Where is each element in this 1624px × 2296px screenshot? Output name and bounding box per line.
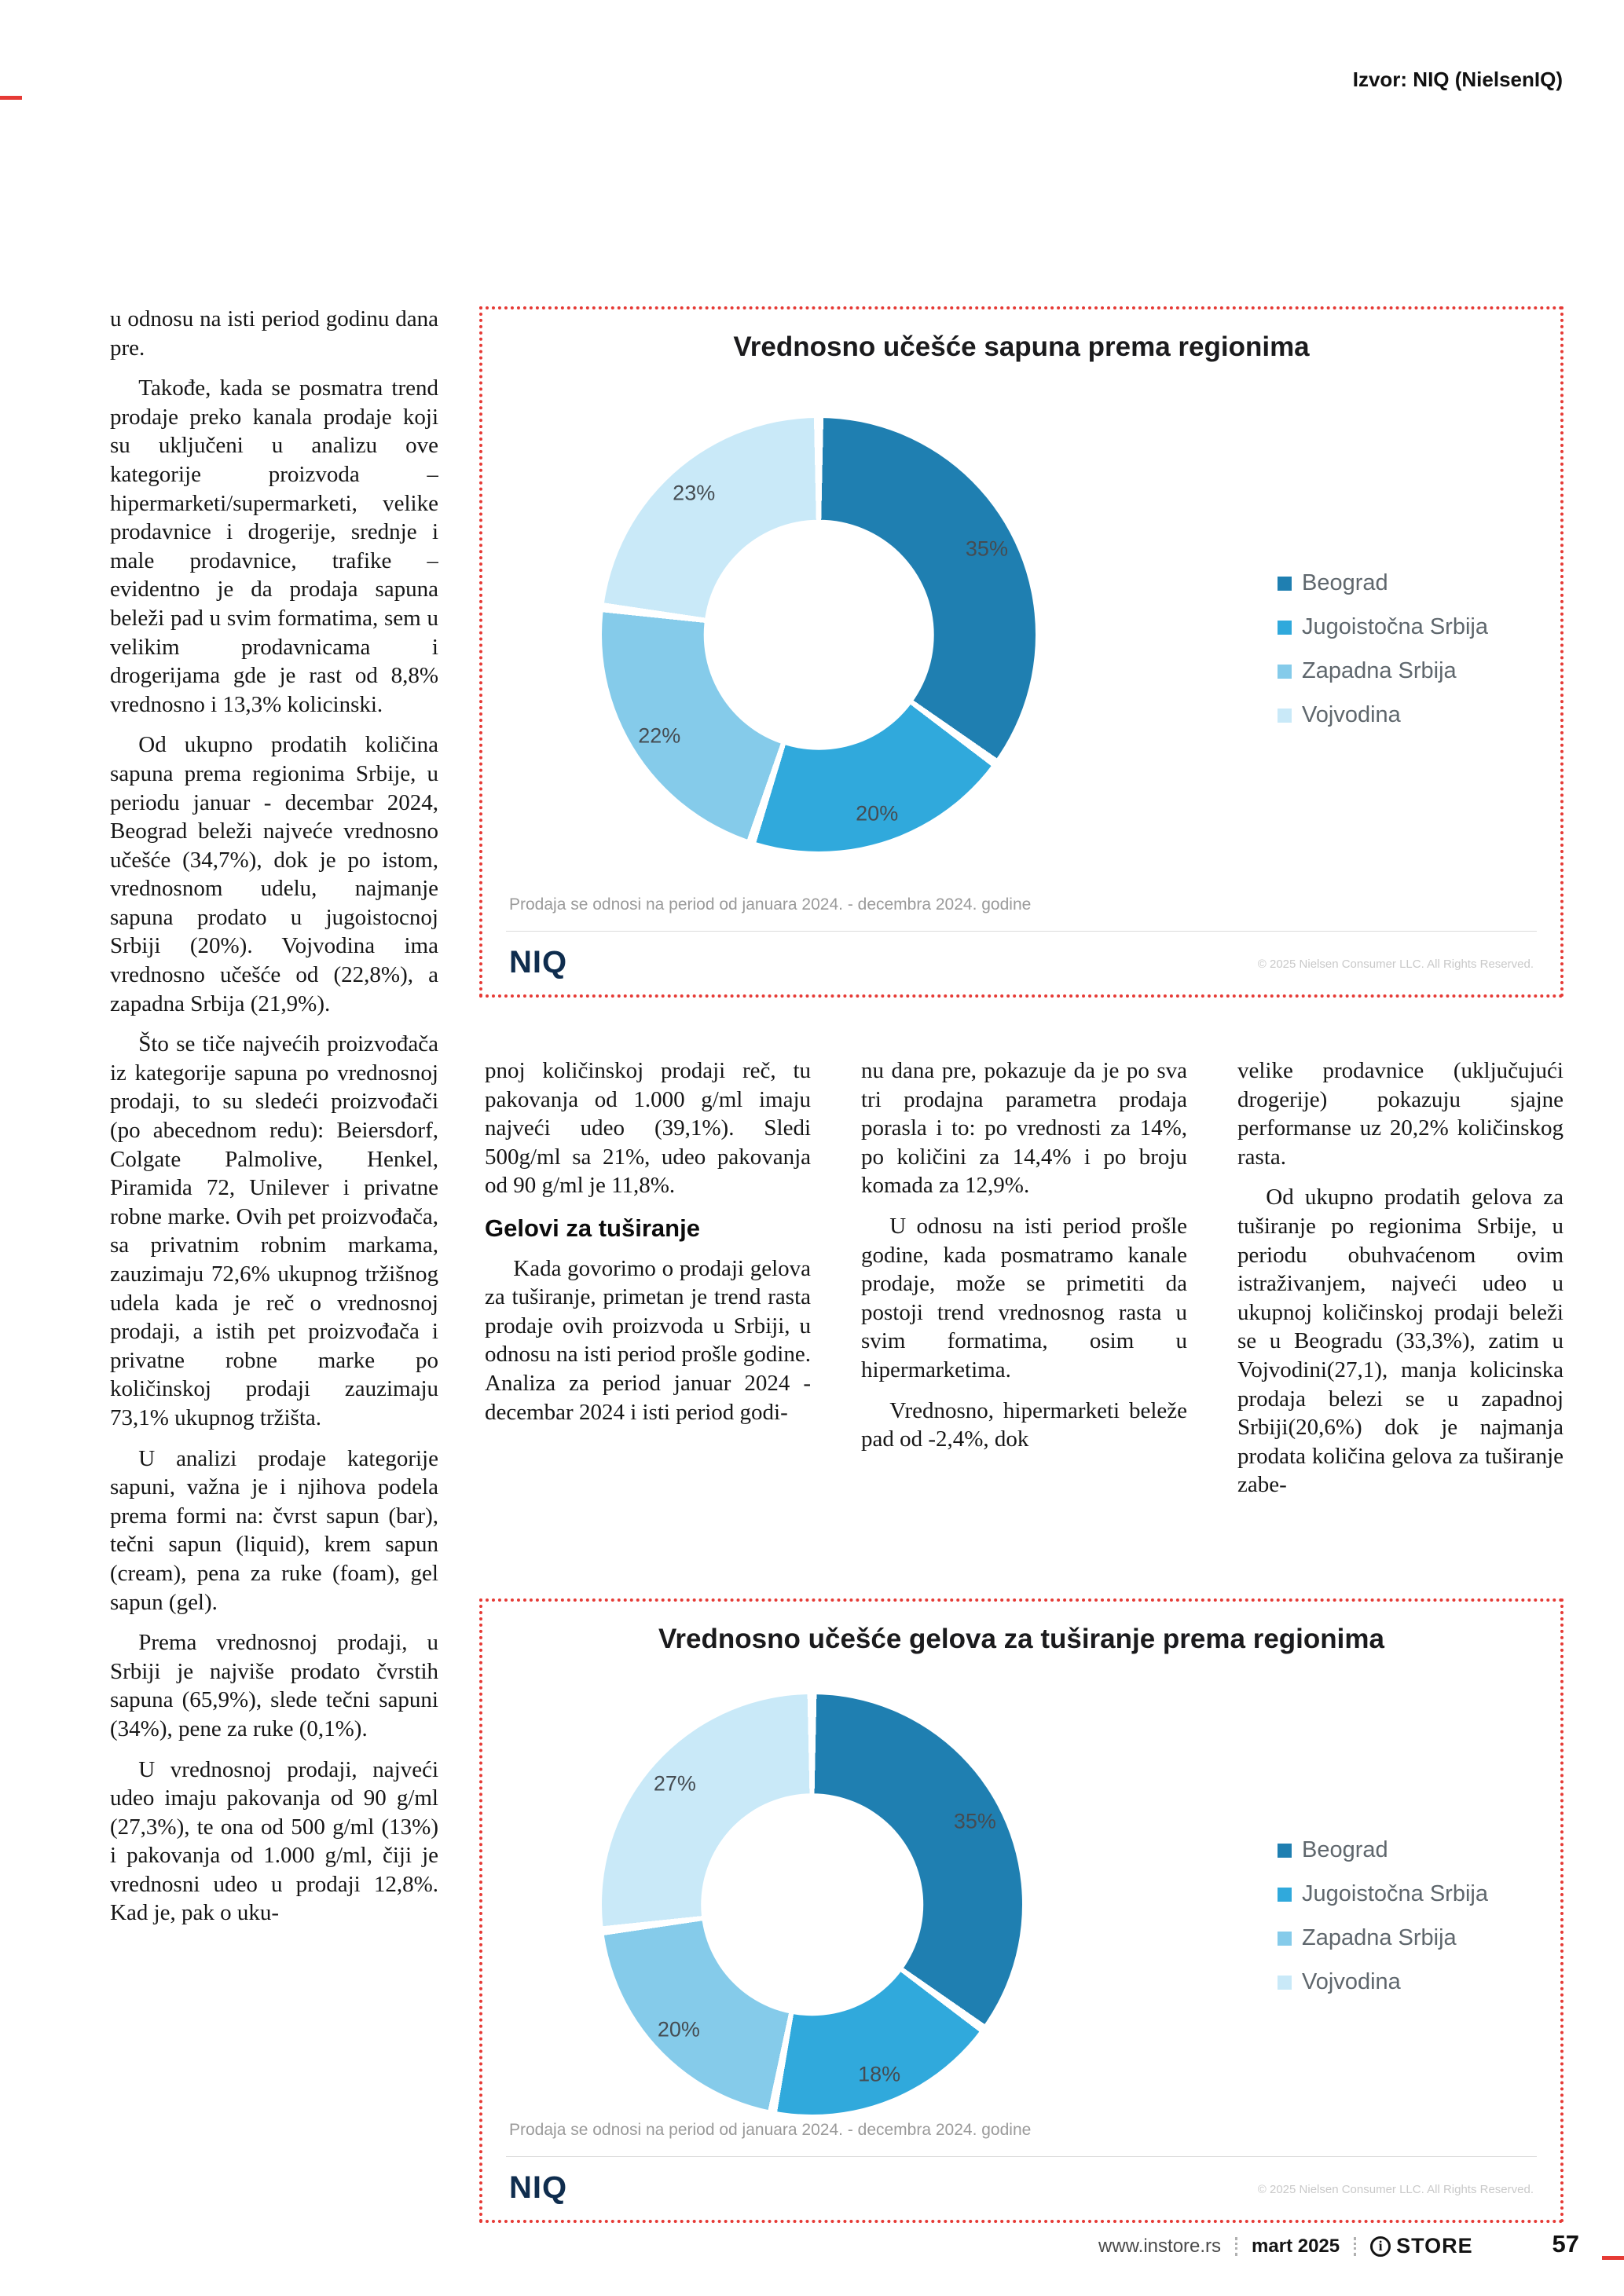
soap-donut-chart	[602, 418, 1036, 851]
issue-date: mart 2025	[1252, 2235, 1340, 2257]
footer-divider	[1354, 2237, 1356, 2256]
soap-chart-footnote: Prodaja se odnosi na period od januara 2024. - decembra 2024. godine	[509, 895, 1032, 914]
footer-divider	[1235, 2237, 1237, 2256]
top-left-red-rule	[0, 96, 22, 100]
paragraph: U vrednosnoj prodaji, najveći udeo imaju pakovanja od 90 g/ml (27,3%), te ona od 500 g/ml (13%) i pakovanja od 1.000 g/ml, čiji je vrednosni udeo u prodaji 12,8%. Kad je, pak o uku-	[110, 1756, 438, 1926]
legend-item	[1278, 1881, 1488, 1907]
slice-label: 35%	[965, 536, 1008, 561]
legend-swatch	[1278, 709, 1292, 723]
paragraph: velike prodavnice (uključujući drogerije) pokazuju sjajne performanse uz 20,2% količinskog rasta.	[1237, 1058, 1564, 1170]
legend-item	[1278, 658, 1488, 684]
article-column-3	[1237, 1056, 1564, 1581]
instore-i-icon: i	[1370, 2236, 1391, 2257]
instore-brand-text: STORE	[1396, 2234, 1473, 2258]
niq-logo: NIQ	[509, 945, 568, 980]
legend-swatch	[1278, 621, 1292, 635]
legend-item	[1278, 1925, 1488, 1951]
slice-label: 27%	[653, 1771, 696, 1796]
legend-label: Beograd	[1302, 1837, 1388, 1862]
soap-chart-legend	[1278, 570, 1488, 728]
page-footer	[1098, 2234, 1473, 2258]
niq-logo: NIQ	[509, 2170, 568, 2205]
slice-label: 22%	[638, 723, 681, 748]
chart-divider	[506, 2156, 1537, 2157]
article-column-2	[861, 1056, 1187, 1581]
paragraph: Što se tiče najvećih proizvođača iz kategorije sapuna po vrednosnoj prodaji, to su sledeći proizvođači (po abecednom redu): Beiersdorf, Colgate Palmolive, Henkel, Piramida 72, Unilever i privatne robne marke. Ovih pet proizvođača, sa privatnim robnim markama, zauzimaju 72,6% ukupnog tržišnog udela kada je reč o vrednosnoj prodaji, a istih pet proizvođača i privatne robne marke po količinskoj prodaji zauzimaju 73,1% ukupnog tržišta.	[110, 1031, 438, 1430]
legend-label: Zapadna Srbija	[1302, 658, 1457, 683]
article-columns	[485, 1056, 1564, 1581]
niq-copyright-text: © 2025 Nielsen Consumer LLC. All Rights Reserved.	[1257, 2183, 1534, 2196]
source-attribution: Izvor: NIQ (NielsenIQ)	[1352, 68, 1563, 91]
paragraph: nu dana pre, pokazuje da je po sva tri prodajna parametra prodaja porasla i to: po vrednosti za 14%, po količini za 14,4% i po broju komada za 12,9%.	[861, 1058, 1187, 1199]
legend-item	[1278, 614, 1488, 640]
article-left-column	[110, 305, 438, 2221]
paragraph: u odnosu na isti period godinu dana pre.	[110, 306, 438, 361]
page-number: 57	[1552, 2230, 1579, 2258]
slice-label: 23%	[673, 481, 716, 505]
donut-hole	[701, 1793, 924, 2016]
paragraph: Od ukupno prodatih gelova za tuširanje po regionima Srbije, u periodu obuhvaćenom ovim istraživanjem, najveći udeo u ukupnoj količinskoj prodaji beleži se u Beogradu (33,3%), zatim u Vojvodini(27,1), manja kolicinska prodaja belezi se u zapadnoj Srbiji(20,6%) dok je najmanja prodata količina gelova za tuširanje zabe-	[1237, 1185, 1564, 1498]
soap-chart-title: Vrednosno učešće sapuna prema regionima	[733, 331, 1310, 362]
gel-chart-legend	[1278, 1837, 1488, 1995]
paragraph: Takođe, kada se posmatra trend prodaje preko kanala prodaje koji su uključeni u analizu ove kategorije proizvoda – hipermarketi/supermarketi, velike prodavnice i drogerije, srednje i male prodavnice, trafike – evidentno je da prodaja sapuna beleži pad u svim formatima, sem u velikim prodavnicama i drogerijama gde je rast od 8,8% vrednosno i 13,3% kolicinski.	[110, 375, 438, 717]
paragraph: pnoj količinskoj prodaji reč, tu pakovanja od 1.000 g/ml imaju najveći udeo (39,1%). Sledi 500g/ml sa 21%, udeo pakovanja od 90 g/ml je 11,8%.	[485, 1058, 811, 1199]
legend-swatch	[1278, 1844, 1292, 1858]
paragraph: Kada govorimo o prodaji gelova za tuširanje, primetan je trend rasta prodaje ovih proizvoda u Srbiji, u odnosu na isti period prošle godine. Analiza za period januar 2024 - decembar 2024 i isti period godi-	[485, 1255, 811, 1425]
donut-hole	[704, 520, 934, 750]
legend-label: Jugoistočna Srbija	[1302, 614, 1488, 639]
legend-label: Vojvodina	[1302, 702, 1401, 727]
chart-panel-soap-regions	[479, 306, 1564, 998]
paragraph: Vrednosno, hipermarketi beleže pad od -2,4%, dok	[861, 1397, 1187, 1452]
gel-chart-title: Vrednosno učešće gelova za tuširanje prema regionima	[658, 1624, 1384, 1654]
instore-logo	[1370, 2234, 1473, 2258]
legend-item	[1278, 1969, 1488, 1995]
legend-label: Beograd	[1302, 570, 1388, 595]
website-url: www.instore.rs	[1098, 2235, 1222, 2257]
legend-swatch	[1278, 1976, 1292, 1990]
legend-item	[1278, 1837, 1488, 1863]
legend-swatch	[1278, 665, 1292, 679]
chart-divider	[506, 931, 1537, 932]
paragraph: Prema vrednosnoj prodaji, u Srbiji je najviše prodato čvrstih sapuna (65,9%), slede tečni sapuni (34%), pene za ruke (0,1%).	[110, 1630, 438, 1741]
paragraph: U analizi prodaje kategorije sapuni, važna je i njihova podela prema formi na: čvrst sapun (bar), tečni sapun (liquid), krem sapun (cream), pena za ruke (foam), gel sapun (gel).	[110, 1445, 438, 1615]
legend-label: Zapadna Srbija	[1302, 1925, 1457, 1950]
chart-panel-gel-regions	[479, 1598, 1564, 2223]
legend-label: Vojvodina	[1302, 1969, 1401, 1994]
slice-label: 20%	[856, 801, 899, 826]
legend-swatch	[1278, 1932, 1292, 1946]
legend-swatch	[1278, 1888, 1292, 1902]
legend-label: Jugoistočna Srbija	[1302, 1881, 1488, 1906]
slice-label: 20%	[657, 2017, 700, 2041]
paragraph: Od ukupno prodatih količina sapuna prema regionima Srbije, u periodu januar - decembar 2024, Beograd beleži najveće vrednosno učešće (34,7%), dok je po istom, vrednosnom udelu, najmanje sapuna prodato u jugoistocnoj Srbiji (20%). Vojvodina ima vrednosno učešće od (22,8%), a zapadna Srbija (21,9%).	[110, 732, 438, 1016]
slice-label: 18%	[858, 2062, 901, 2086]
gel-chart-footnote: Prodaja se odnosi na period od januara 2024. - decembra 2024. godine	[509, 2121, 1032, 2139]
legend-swatch	[1278, 577, 1292, 591]
article-column-1	[485, 1056, 811, 1581]
niq-copyright-text: © 2025 Nielsen Consumer LLC. All Rights Reserved.	[1257, 958, 1534, 971]
section-heading: Gelovi za tuširanje	[485, 1214, 700, 1242]
legend-item	[1278, 570, 1488, 596]
gel-donut-chart	[602, 1694, 1022, 2115]
legend-item	[1278, 702, 1488, 728]
slice-label: 35%	[953, 1809, 996, 1833]
paragraph: U odnosu na isti period prošle godine, kada posmatramo kanale prodaje, može se primetiti da postoji trend vrednosnog rasta u svim formatima, osim u hipermarketima.	[861, 1213, 1187, 1382]
bottom-right-red-rule	[1602, 2256, 1624, 2260]
